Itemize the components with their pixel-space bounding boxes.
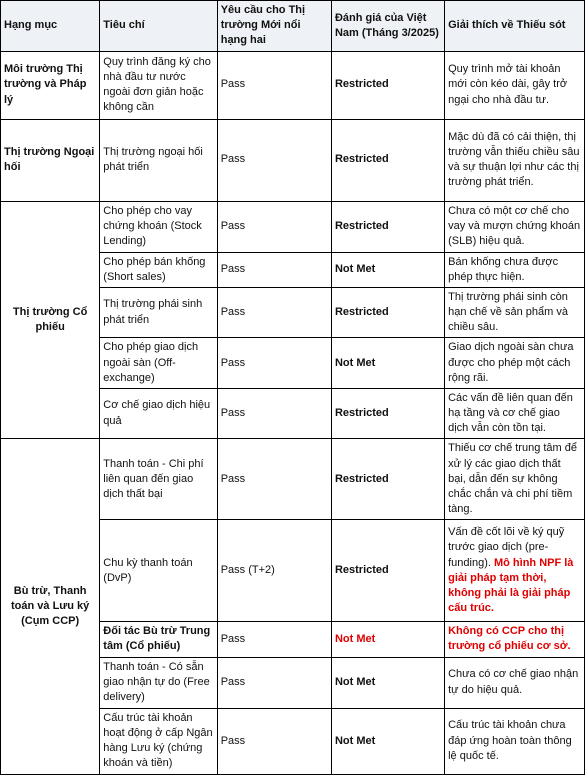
requirement-cell: Pass [217, 51, 331, 119]
requirement-cell: Pass [217, 252, 331, 287]
requirement-cell: Pass (T+2) [217, 520, 331, 622]
table-row [1, 51, 585, 119]
criteria-cell: Cho phép bán khống (Short sales) [100, 252, 217, 287]
explanation-cell [445, 520, 585, 622]
explanation-cell: Bán khống chưa được phép thực hiện. [445, 252, 585, 287]
criteria-cell: Quy trình đăng ký cho nhà đầu tư nước ngoài đơn giản hoặc không cần [100, 51, 217, 119]
assessment-cell: Not Met [331, 657, 444, 708]
table-row [1, 201, 585, 252]
requirement-cell: Pass [217, 287, 331, 338]
explanation-cell: Chưa có cơ chế giao nhận tự do hiệu quả. [445, 657, 585, 708]
header-requirement: Yêu cầu cho Thị trường Mới nổi hạng hai [217, 1, 331, 52]
requirement-cell: Pass [217, 338, 331, 389]
criteria-cell: Thị trường phái sinh phát triển [100, 287, 217, 338]
header-row [1, 1, 585, 52]
assessment-cell: Restricted [331, 201, 444, 252]
explanation-cell: Quy trình mở tài khoản mới còn kéo dài, gây trở ngại cho nhà đầu tư. [445, 51, 585, 119]
criteria-cell: Cho phép giao dịch ngoài sàn (Off-exchange) [100, 338, 217, 389]
table-row [1, 439, 585, 520]
requirement-cell: Pass [217, 119, 331, 201]
explanation-cell: Mặc dù đã có cải thiện, thị trường vẫn thiếu chiều sâu và sự thuận lợi như các thị trường phát triển. [445, 119, 585, 201]
category-equity: Thị trường Cổ phiếu [1, 201, 100, 439]
assessment-cell: Restricted [331, 520, 444, 622]
assessment-cell: Restricted [331, 388, 444, 439]
requirement-cell: Pass [217, 708, 331, 774]
explanation-cell: Thiếu cơ chế trung tâm để xử lý các giao dịch thất bại, dẫn đến sự không chắc chắn và chi phí tiềm tàng. [445, 439, 585, 520]
assessment-cell: Not Met [331, 622, 444, 657]
requirement-cell: Pass [217, 439, 331, 520]
explanation-cell: Giao dịch ngoài sàn chưa được cho phép một cách rộng rãi. [445, 338, 585, 389]
explanation-highlight: Mô hình NPF là giải pháp tạm thời, không phải là giải pháp cấu trúc. [448, 556, 574, 615]
assessment-cell: Restricted [331, 119, 444, 201]
table-row [1, 119, 585, 201]
header-assessment: Đánh giá của Việt Nam (Tháng 3/2025) [331, 1, 444, 52]
criteria-cell: Cơ chế giao dịch hiệu quả [100, 388, 217, 439]
criteria-cell: Thanh toán - Chi phí liên quan đến giao dịch thất bại [100, 439, 217, 520]
requirement-cell: Pass [217, 657, 331, 708]
explanation-cell: Không có CCP cho thị trường cổ phiếu cơ sở. [445, 622, 585, 657]
criteria-cell: Đối tác Bù trừ Trung tâm (Cổ phiếu) [100, 622, 217, 657]
requirement-cell: Pass [217, 201, 331, 252]
assessment-cell: Restricted [331, 439, 444, 520]
explanation-cell: Cấu trúc tài khoản chưa đáp ứng hoàn toàn thông lệ quốc tế. [445, 708, 585, 774]
criteria-cell: Chu kỳ thanh toán (DvP) [100, 520, 217, 622]
criteria-cell: Cho phép cho vay chứng khoán (Stock Lending) [100, 201, 217, 252]
assessment-cell: Not Met [331, 252, 444, 287]
requirement-cell: Pass [217, 622, 331, 657]
assessment-cell: Not Met [331, 338, 444, 389]
header-explanation: Giải thích về Thiếu sót [445, 1, 585, 52]
criteria-cell: Thị trường ngoại hối phát triển [100, 119, 217, 201]
explanation-cell: Thị trường phái sinh còn hạn chế về sản phẩm và chiều sâu. [445, 287, 585, 338]
explanation-text: Vấn đề cốt lõi về ký quỹ trước giao dịch (pre-funding). [448, 526, 565, 569]
assessment-cell: Restricted [331, 51, 444, 119]
criteria-cell: Cấu trúc tài khoản hoạt động ở cấp Ngân hàng Lưu ký (chứng khoán và tiền) [100, 708, 217, 774]
assessment-cell: Not Met [331, 708, 444, 774]
category-clearing: Bù trừ, Thanh toán và Lưu ký (Cụm CCP) [1, 439, 100, 774]
explanation-cell: Chưa có một cơ chế cho vay và mượn chứng khoán (SLB) hiệu quả. [445, 201, 585, 252]
category-fx: Thị trường Ngoại hối [1, 119, 100, 201]
header-category: Hạng mục [1, 1, 100, 52]
header-criteria: Tiêu chí [100, 1, 217, 52]
category-legal: Môi trường Thị trường và Pháp lý [1, 51, 100, 119]
explanation-cell: Các vấn đề liên quan đến hạ tầng và cơ chế giao dịch vẫn còn tồn tại. [445, 388, 585, 439]
criteria-cell: Thanh toán - Có sẵn giao nhận tự do (Free delivery) [100, 657, 217, 708]
requirement-cell: Pass [217, 388, 331, 439]
assessment-cell: Restricted [331, 287, 444, 338]
